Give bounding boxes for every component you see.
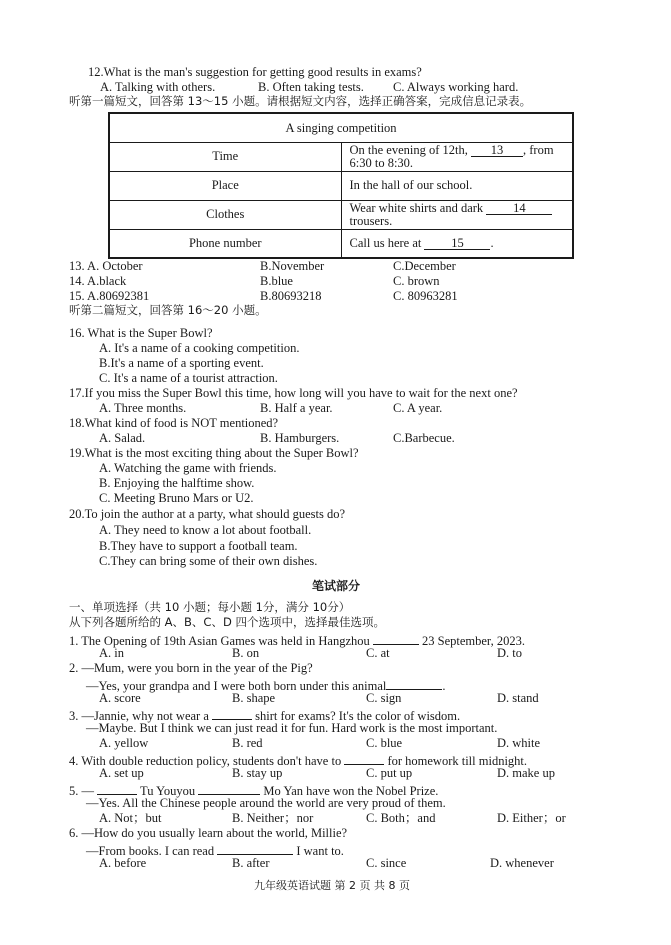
row-label: Time bbox=[109, 142, 341, 171]
option-a: A. in bbox=[99, 646, 124, 660]
option-b: B. Hamburgers. bbox=[260, 431, 340, 445]
option-b: B.80693218 bbox=[260, 289, 322, 303]
option-c: C. put up bbox=[366, 766, 413, 780]
option-c: C.They can bring some of their own dishes. bbox=[99, 554, 318, 568]
option-a: 14. A.black bbox=[69, 274, 127, 288]
answer-blank bbox=[386, 677, 442, 690]
option-c: C. It's a name of a tourist attraction. bbox=[99, 371, 278, 385]
option-b: B.November bbox=[260, 259, 325, 273]
option-b: B. stay up bbox=[232, 766, 283, 780]
question-stem: 5. — Tu Youyou Mo Yan have won the Nobel Prize. bbox=[69, 784, 439, 798]
answer-blank bbox=[344, 752, 384, 765]
option-b: B. Half a year. bbox=[260, 401, 333, 415]
part-heading: 一、单项选择（共 10 小题；每小题 1分，满分 10分） bbox=[69, 600, 351, 614]
option-b: B. after bbox=[232, 856, 270, 870]
option-c: C. Meeting Bruno Mars or U2. bbox=[99, 491, 254, 505]
question-stem: 1. The Opening of 19th Asian Games was held in Hangzhou 23 September, 2023. bbox=[69, 634, 525, 648]
row-value: Call us here at 15 . bbox=[341, 229, 573, 258]
option-a: A. score bbox=[99, 691, 141, 705]
option-d: D. Either；or bbox=[497, 811, 566, 825]
answer-blank: 13 bbox=[471, 144, 523, 157]
question-stem: 3. —Jannie, why not wear a shirt for exams? It's the color of wisdom. bbox=[69, 709, 461, 723]
option-a: A. yellow bbox=[99, 736, 149, 750]
option-d: D. to bbox=[497, 646, 522, 660]
option-b: B.It's a name of a sporting event. bbox=[99, 356, 264, 370]
question-stem: 4. With double reduction policy, students don't have to for homework till midnight. bbox=[69, 754, 528, 768]
question-line: —Yes. All the Chinese people around the world are very proud of them. bbox=[86, 796, 446, 810]
option-b: B. red bbox=[232, 736, 263, 750]
question-stem: 20.To join the author at a party, what should guests do? bbox=[69, 507, 346, 521]
question-stem: 16. What is the Super Bowl? bbox=[69, 326, 213, 340]
option-a: A. They need to know a lot about football. bbox=[99, 523, 312, 537]
info-record-table bbox=[108, 112, 574, 259]
option-c: C. Both；and bbox=[366, 811, 436, 825]
question-stem: 6. —How do you usually learn about the world, Millie? bbox=[69, 826, 348, 840]
answer-blank bbox=[373, 632, 419, 645]
row-value: On the evening of 12th, 13 , from 6:30 to 8:30. bbox=[341, 142, 573, 171]
option-a: A. Salad. bbox=[99, 431, 146, 445]
section-title: 笔试部分 bbox=[312, 579, 361, 593]
question-line: —Yes, your grandpa and I were both born under this animal . bbox=[86, 679, 446, 693]
table-row bbox=[109, 229, 573, 258]
row-value: In the hall of our school. bbox=[341, 171, 573, 200]
option-d: D. white bbox=[497, 736, 541, 750]
option-b: B. Often taking tests. bbox=[258, 80, 364, 94]
option-d: D. whenever bbox=[490, 856, 554, 870]
option-a: A. It's a name of a cooking competition. bbox=[99, 341, 300, 355]
option-c: C. Always working hard. bbox=[393, 80, 519, 94]
question-stem: 17.If you miss the Super Bowl this time, how long will you have to wait for the next one? bbox=[69, 386, 518, 400]
part-instruction: 从下列各题所给的 A、B、C、D 四个选项中，选择最佳选项。 bbox=[69, 615, 385, 629]
instruction-13-15: 听第一篇短文，回答第 13～15 小题。请根据短文内容，选择正确答案，完成信息记录表。 bbox=[69, 94, 532, 108]
row-label: Clothes bbox=[109, 200, 341, 229]
option-b: B. Enjoying the halftime show. bbox=[99, 476, 255, 490]
option-a: A. Talking with others. bbox=[100, 80, 216, 94]
option-c: C.December bbox=[393, 259, 456, 273]
page-footer: 九年级英语试题 第 2 页 共 8 页 bbox=[254, 879, 410, 892]
row-label: Place bbox=[109, 171, 341, 200]
option-a: A. Watching the game with friends. bbox=[99, 461, 277, 475]
table-row bbox=[109, 142, 573, 171]
option-a: A. set up bbox=[99, 766, 144, 780]
row-value: Wear white shirts and dark 14 trousers. bbox=[341, 200, 573, 229]
question-stem: 12.What is the man's suggestion for getting good results in exams? bbox=[88, 65, 422, 79]
option-c: C. since bbox=[366, 856, 407, 870]
option-c: C. brown bbox=[393, 274, 440, 288]
option-c: C. A year. bbox=[393, 401, 443, 415]
option-b: B.They have to support a football team. bbox=[99, 539, 298, 553]
option-a: A. Not；but bbox=[99, 811, 162, 825]
option-c: C. blue bbox=[366, 736, 403, 750]
instruction-16-20: 听第二篇短文，回答第 16～20 小题。 bbox=[69, 303, 267, 317]
option-c: C. sign bbox=[366, 691, 402, 705]
option-d: D. make up bbox=[497, 766, 555, 780]
option-b: B. on bbox=[232, 646, 260, 660]
option-a: A. Three months. bbox=[99, 401, 187, 415]
option-b: B. shape bbox=[232, 691, 276, 705]
table-title: A singing competition bbox=[109, 113, 573, 142]
option-b: B. Neither；nor bbox=[232, 811, 314, 825]
table-row bbox=[109, 200, 573, 229]
option-a: 13. A. October bbox=[69, 259, 143, 273]
answer-blank bbox=[97, 782, 137, 795]
answer-blank bbox=[212, 707, 252, 720]
option-c: C.Barbecue. bbox=[393, 431, 455, 445]
question-line: —From books. I can read I want to. bbox=[86, 844, 344, 858]
row-label: Phone number bbox=[109, 229, 341, 258]
table-row bbox=[109, 171, 573, 200]
question-line: —Maybe. But I think we can just read it for fun. Hard work is the most important. bbox=[86, 721, 498, 735]
answer-blank bbox=[217, 842, 293, 855]
answer-blank: 14 bbox=[486, 202, 552, 215]
question-stem: 18.What kind of food is NOT mentioned? bbox=[69, 416, 279, 430]
option-c: C. 80963281 bbox=[393, 289, 458, 303]
question-stem: 2. —Mum, were you born in the year of the Pig? bbox=[69, 661, 313, 675]
option-d: D. stand bbox=[497, 691, 539, 705]
option-a: 15. A.80692381 bbox=[69, 289, 150, 303]
answer-blank bbox=[198, 782, 260, 795]
question-stem: 19.What is the most exciting thing about the Super Bowl? bbox=[69, 446, 359, 460]
answer-blank: 15 bbox=[424, 237, 490, 250]
option-b: B.blue bbox=[260, 274, 293, 288]
option-a: A. before bbox=[99, 856, 147, 870]
option-c: C. at bbox=[366, 646, 390, 660]
